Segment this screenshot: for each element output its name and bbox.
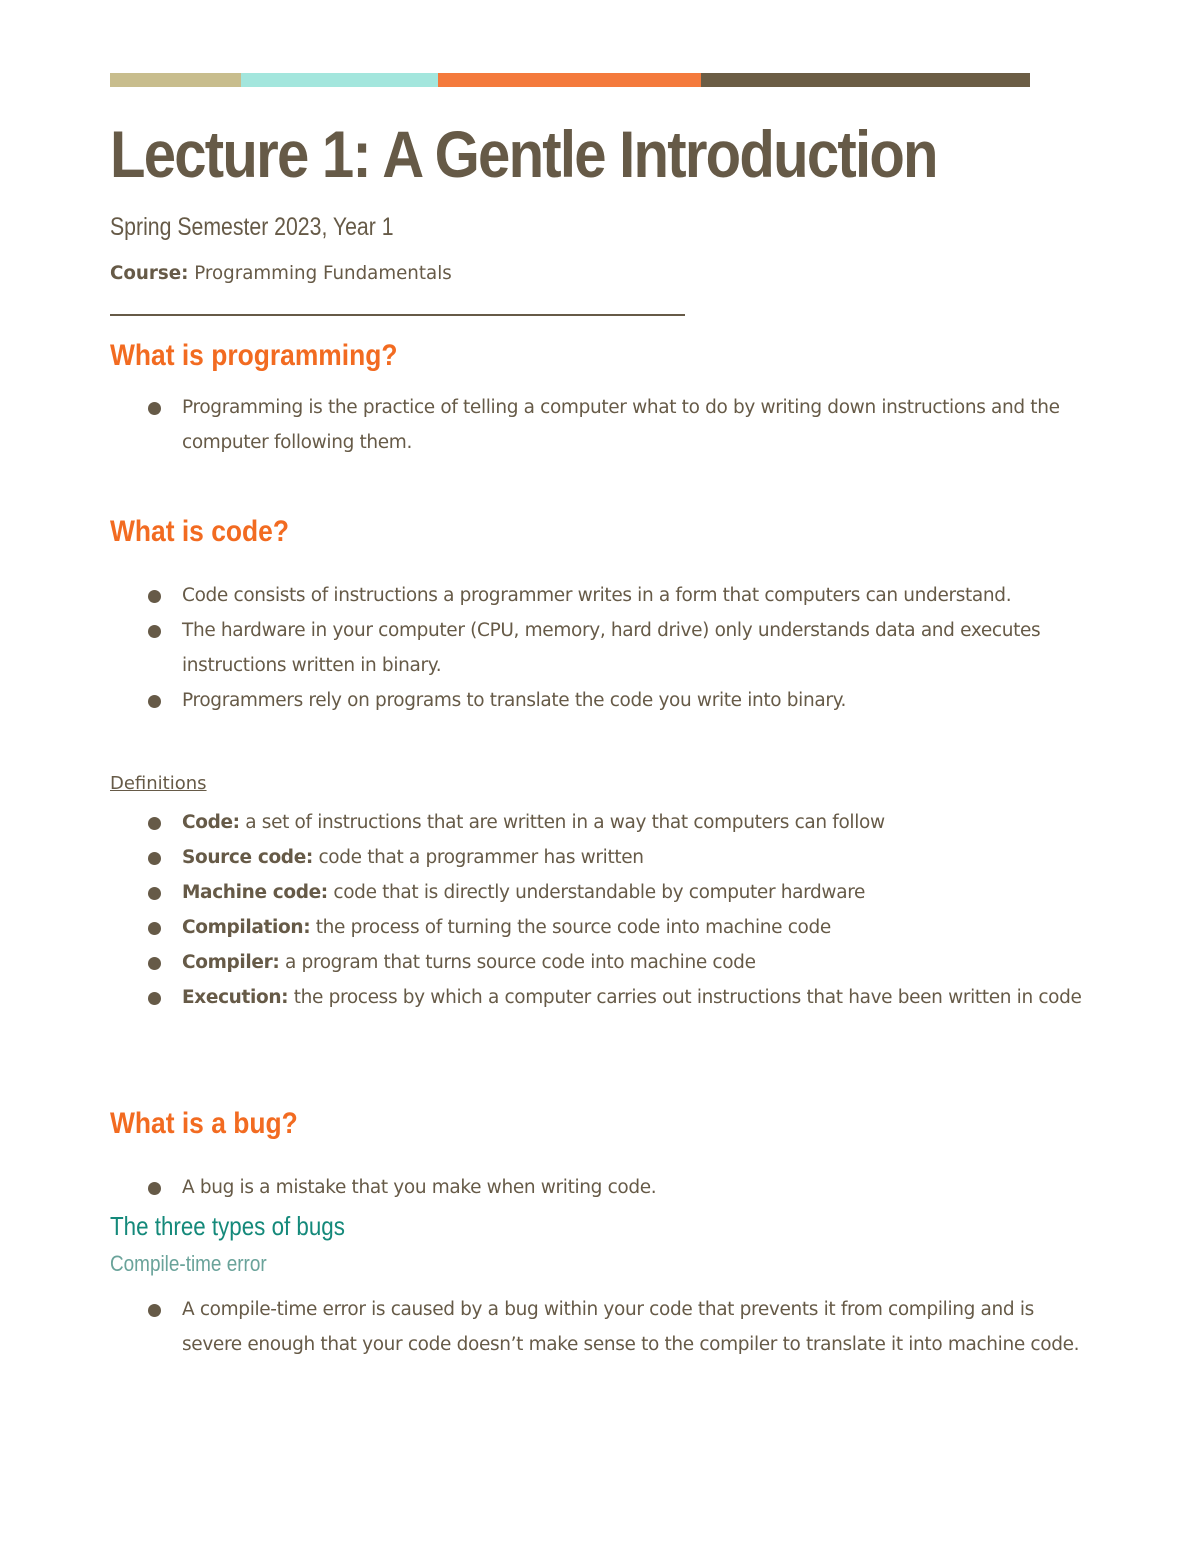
definition-item bbox=[145, 945, 1090, 980]
bullet-icon bbox=[148, 1182, 161, 1195]
bullet-icon bbox=[148, 887, 161, 900]
definitions-list bbox=[145, 805, 1090, 1015]
list-item bbox=[145, 390, 1090, 460]
bar-segment-tan bbox=[110, 73, 241, 87]
programming-list bbox=[145, 390, 1090, 460]
bullet-icon bbox=[148, 992, 161, 1005]
list-item bbox=[145, 683, 1090, 718]
definition-text: a set of instructions that are written in a way that computers can follow bbox=[239, 812, 885, 833]
divider-line bbox=[110, 314, 685, 316]
bullet-icon bbox=[148, 590, 161, 603]
list-item-text: Programmers rely on programs to translate the code you write into binary. bbox=[182, 690, 847, 711]
list-item-text: A bug is a mistake that you make when writing code. bbox=[182, 1177, 657, 1198]
heading-three-types-of-bugs: The three types of bugs bbox=[110, 1211, 345, 1241]
course-line bbox=[110, 261, 452, 286]
list-item bbox=[145, 1292, 1090, 1362]
definition-term: Execution: bbox=[182, 987, 289, 1008]
list-item-text: Programming is the practice of telling a computer what to do by writing down instructions and the computer following them. bbox=[182, 397, 1060, 453]
bar-segment-aqua bbox=[241, 73, 438, 87]
definition-item bbox=[145, 840, 1090, 875]
definition-text: code that a programmer has written bbox=[312, 847, 644, 868]
page-title: Lecture 1: A Gentle Introduction bbox=[110, 117, 937, 191]
definition-text: the process of turning the source code into machine code bbox=[310, 917, 831, 938]
heading-what-is-a-bug: What is a bug? bbox=[110, 1107, 298, 1140]
definition-term: Machine code: bbox=[182, 882, 328, 903]
definition-item bbox=[145, 875, 1090, 910]
course-value: Programming Fundamentals bbox=[188, 262, 452, 284]
bullet-icon bbox=[148, 852, 161, 865]
definition-term: Source code: bbox=[182, 847, 313, 868]
bar-segment-brown bbox=[701, 73, 1030, 87]
bullet-icon bbox=[148, 957, 161, 970]
list-item-text: A compile-time error is caused by a bug within your code that prevents it from compiling and is severe enough that your code doesn’t make sense to the compiler to translate it into machine code. bbox=[182, 1299, 1080, 1355]
page-subtitle: Spring Semester 2023, Year 1 bbox=[110, 213, 394, 241]
list-item bbox=[145, 578, 1090, 613]
bullet-icon bbox=[148, 695, 161, 708]
list-item-text: The hardware in your computer (CPU, memory, hard drive) only understands data and executes instructions written in binary. bbox=[182, 620, 1041, 676]
definition-term: Compilation: bbox=[182, 917, 311, 938]
course-label: Course: bbox=[110, 262, 189, 284]
definition-item bbox=[145, 980, 1090, 1015]
definition-text: code that is directly understandable by computer hardware bbox=[327, 882, 866, 903]
header-color-bar bbox=[110, 73, 1030, 87]
definition-text: a program that turns source code into machine code bbox=[279, 952, 756, 973]
heading-compile-time-error: Compile-time error bbox=[110, 1251, 267, 1276]
list-item bbox=[145, 1170, 1090, 1205]
heading-what-is-programming: What is programming? bbox=[110, 339, 398, 372]
definitions-label: Definitions bbox=[110, 773, 207, 794]
bug-list bbox=[145, 1170, 1090, 1205]
heading-what-is-code: What is code? bbox=[110, 515, 289, 548]
bullet-icon bbox=[148, 625, 161, 638]
bullet-icon bbox=[148, 1304, 161, 1317]
bullet-icon bbox=[148, 402, 161, 415]
definition-item bbox=[145, 910, 1090, 945]
list-item bbox=[145, 613, 1090, 683]
compile-error-list bbox=[145, 1292, 1090, 1362]
bar-segment-orange bbox=[438, 73, 701, 87]
definition-term: Code: bbox=[182, 812, 240, 833]
definition-term: Compiler: bbox=[182, 952, 280, 973]
definition-text: the process by which a computer carries out instructions that have been written in code bbox=[288, 987, 1082, 1008]
code-list bbox=[145, 578, 1090, 718]
list-item-text: Code consists of instructions a programmer writes in a form that computers can understand. bbox=[182, 585, 1012, 606]
bullet-icon bbox=[148, 817, 161, 830]
bullet-icon bbox=[148, 922, 161, 935]
definition-item bbox=[145, 805, 1090, 840]
